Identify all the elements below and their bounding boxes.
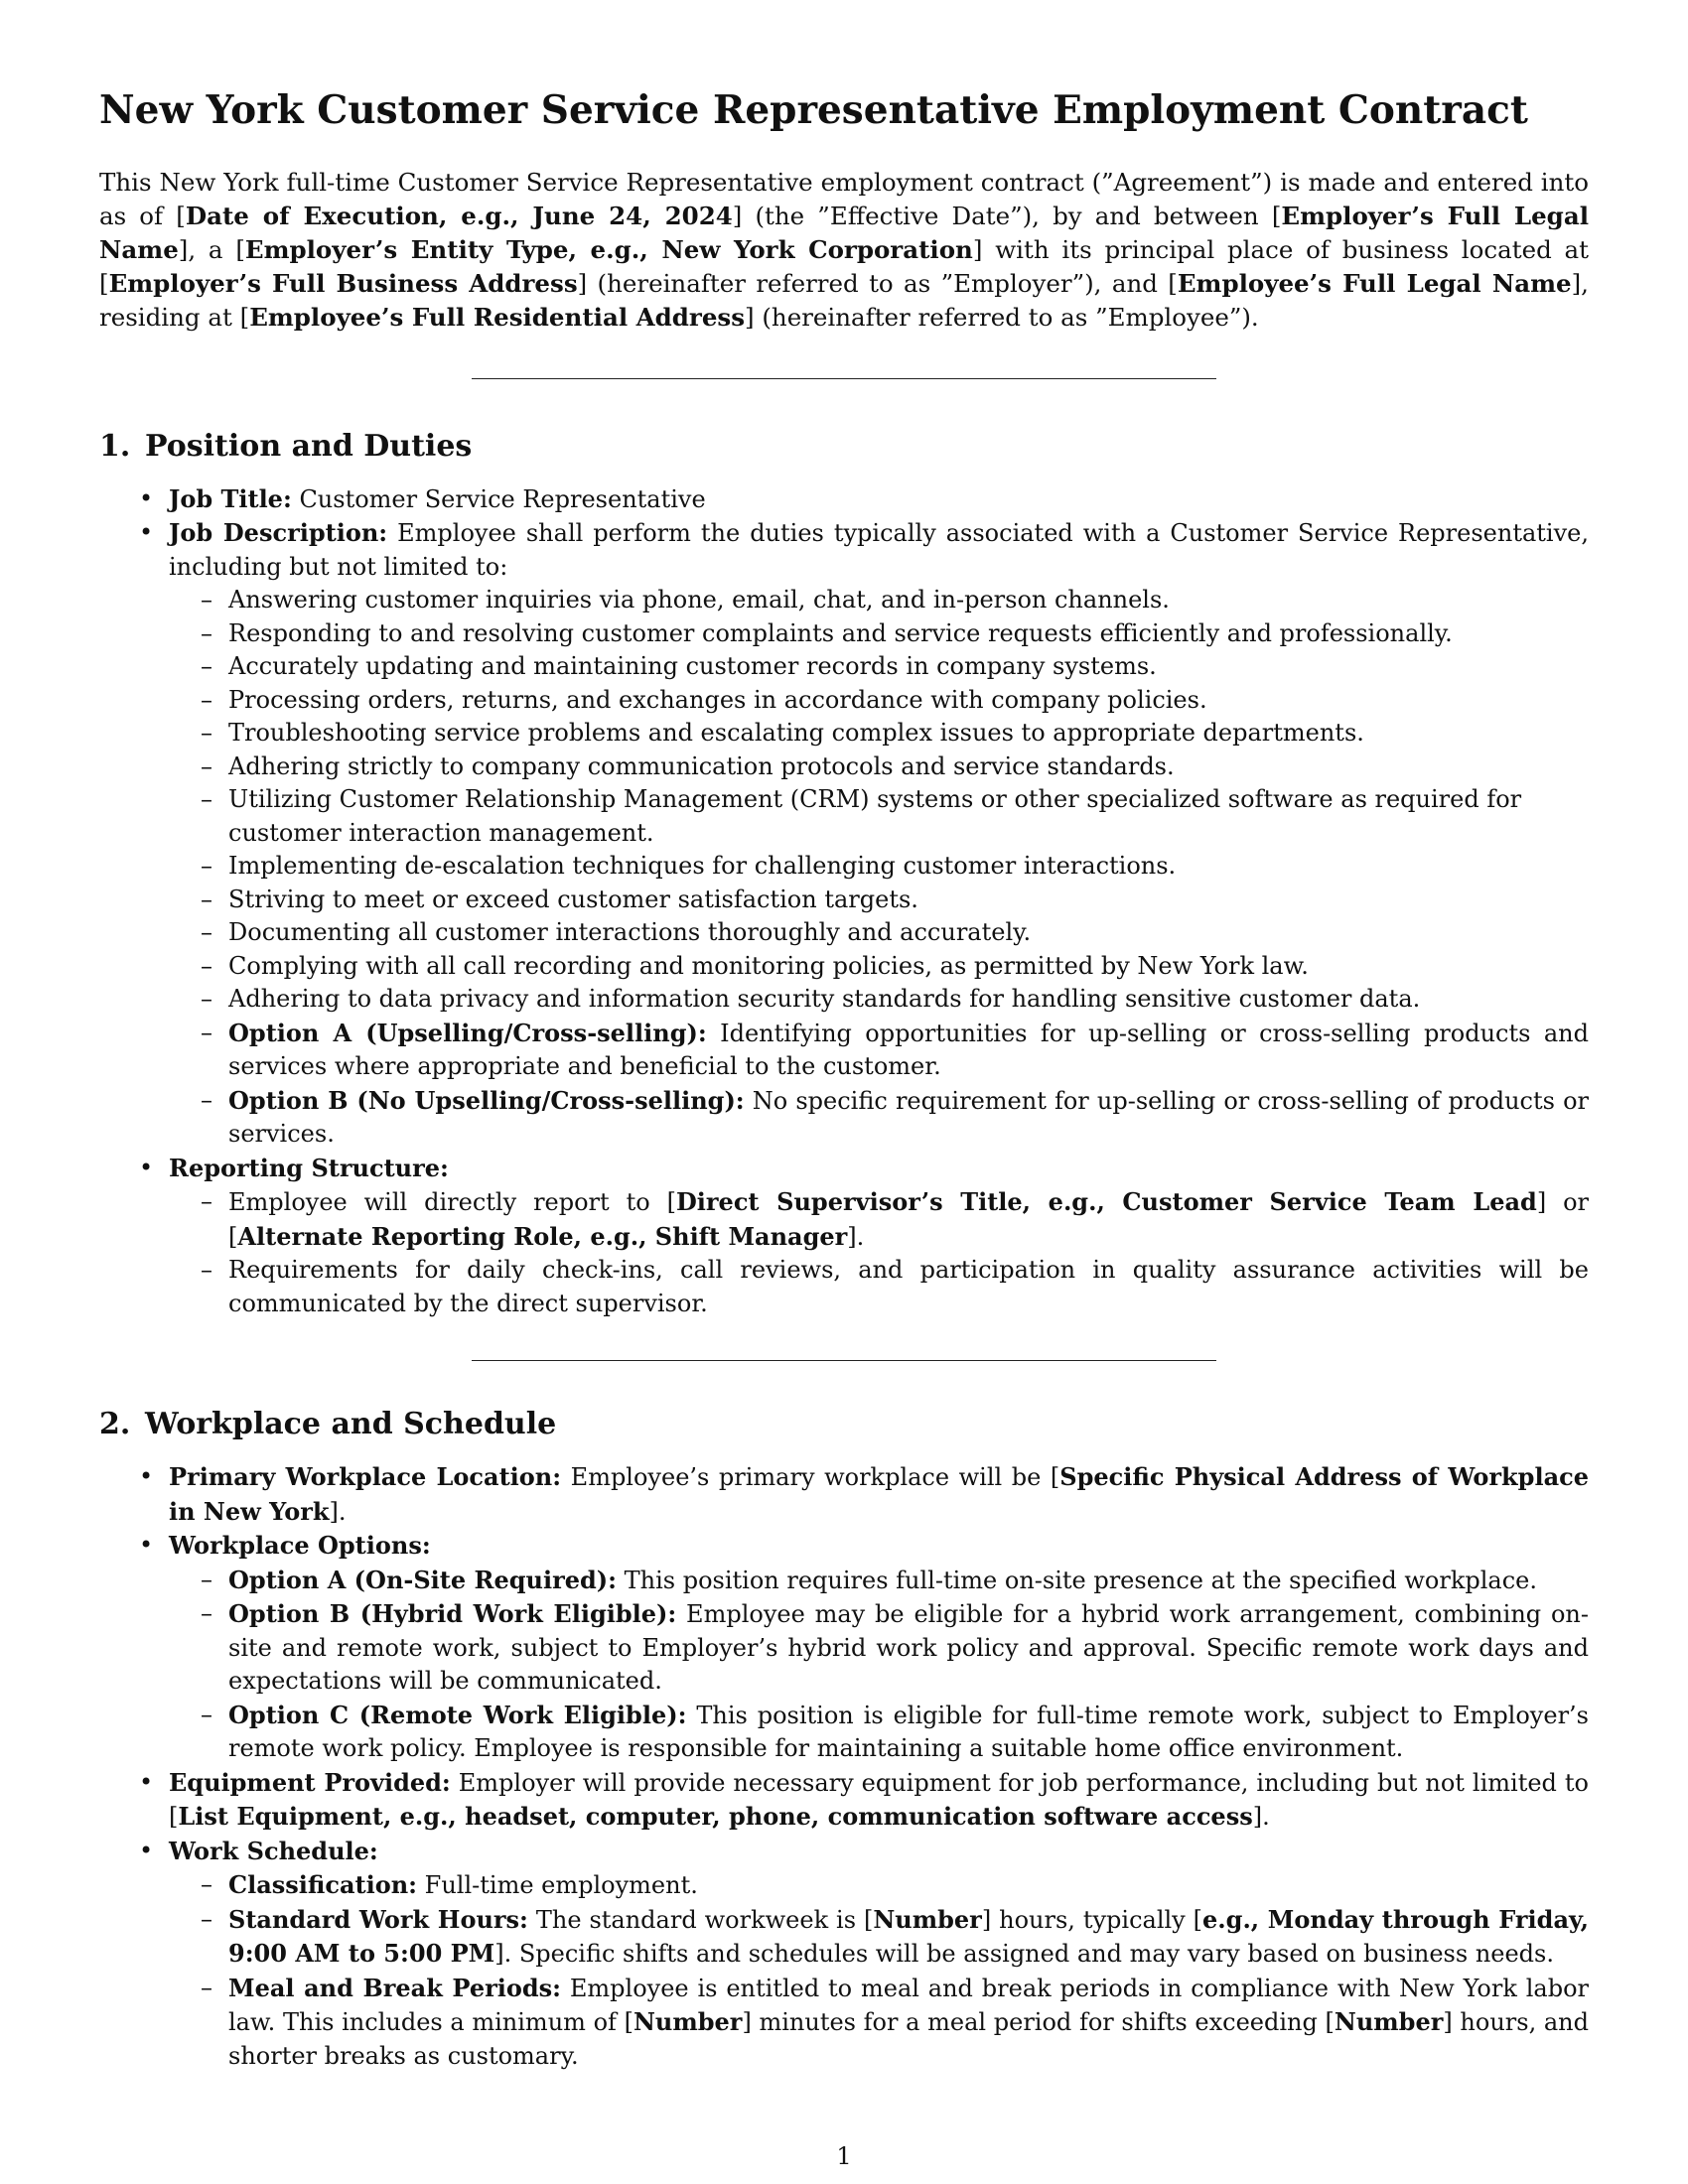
placeholder-number: Number xyxy=(873,1904,982,1934)
duty-item: – Implementing de-escalation techniques for challenging customer interactions. xyxy=(169,850,1589,884)
placeholder-equipment-list: List Equipment, e.g., headset, computer, phone, communication software access xyxy=(178,1802,1253,1832)
option-label: Option C (Remote Work Eligible): xyxy=(228,1700,687,1729)
section-divider xyxy=(472,1360,1216,1361)
intro-text: ] (hereinafter referred to as ”Employer”), and [ xyxy=(577,268,1178,298)
reporting-item xyxy=(169,1185,1589,1254)
item-label: Job Description: xyxy=(169,518,388,548)
item-text: ] or [ xyxy=(228,1188,1590,1251)
schedule-meal-breaks xyxy=(169,1972,1589,2074)
item-label: Equipment Provided: xyxy=(169,1767,451,1797)
section-2-list xyxy=(99,1460,1589,2073)
section-1-list xyxy=(99,482,1589,1321)
placeholder-number: Number xyxy=(1334,2007,1444,2037)
document-page xyxy=(99,87,1589,2073)
item-label: Workplace Options: xyxy=(169,1531,431,1561)
section-number: 1. xyxy=(99,428,131,464)
option-label: Option A (On-Site Required): xyxy=(228,1565,617,1594)
duty-item: – Striving to meet or exceed customer satisfaction targets. xyxy=(169,884,1589,917)
workplace-option-b xyxy=(169,1597,1589,1699)
option-text: Identifying opportunities for up-selling or cross-selling products and services where appropriate and beneficial to the customer. xyxy=(228,1019,1589,1081)
workplace-options-list xyxy=(169,1564,1589,1766)
placeholder-supervisor-title: Direct Supervisor’s Title, e.g., Customer Service Team Lead xyxy=(675,1187,1537,1217)
option-label: Option B (Hybrid Work Eligible): xyxy=(228,1599,677,1629)
document-title: New York Customer Service Representative Employment Contract xyxy=(99,87,1528,133)
placeholder-employee-name: Employee’s Full Legal Name xyxy=(1177,268,1572,298)
duty-item: – Troubleshooting service problems and escalating complex issues to appropriate departments. xyxy=(169,717,1589,751)
item-text: Employee will directly report to [ xyxy=(228,1188,676,1217)
duty-item: – Complying with all call recording and monitoring policies, as permitted by New York law. xyxy=(169,950,1589,984)
schedule-work-hours xyxy=(169,1903,1589,1972)
item-label: Classification: xyxy=(228,1870,418,1900)
list-item-primary-workplace xyxy=(99,1460,1589,1529)
section-title: Position and Duties xyxy=(145,428,473,464)
item-label: Meal and Break Periods: xyxy=(228,1973,562,2002)
workplace-option-c xyxy=(169,1699,1589,1766)
intro-paragraph xyxy=(99,166,1589,335)
duties-list xyxy=(169,584,1589,1152)
placeholder-schedule: e.g., Monday through Friday, 9:00 AM to 5:00 PM xyxy=(228,1904,1590,1969)
placeholder-workplace-address: Specific Physical Address of Workplace in New York xyxy=(169,1462,1590,1526)
section-divider xyxy=(472,378,1216,379)
placeholder-entity-type: Employer’s Entity Type, e.g., New York Corporation xyxy=(244,234,973,264)
item-text: Employee’s primary workplace will be [ xyxy=(561,1463,1060,1492)
reporting-item: – Requirements for daily check-ins, call reviews, and participation in quality assurance activities will be communicated by the direct supervisor. xyxy=(169,1254,1589,1320)
schedule-classification xyxy=(169,1868,1589,1903)
schedule-list xyxy=(169,1868,1589,2073)
item-text: ]. xyxy=(329,1497,347,1526)
option-text: This position requires full-time on-site presence at the specified workplace. xyxy=(616,1566,1537,1594)
item-text: Employee is entitled to meal and break periods in compliance with New York labor law. This includes a minimum of [ xyxy=(228,1974,1589,2037)
item-text: ] hours, typically [ xyxy=(981,1905,1203,1934)
duty-option-a xyxy=(169,1017,1589,1084)
placeholder-residential-address: Employee’s Full Residential Address xyxy=(249,302,746,332)
item-text: Employee shall perform the duties typically associated with a Customer Service Representative, including but not limited to: xyxy=(169,519,1589,581)
workplace-option-a xyxy=(169,1564,1589,1598)
option-text: Employee may be eligible for a hybrid work arrangement, combining on-site and remote work, subject to Employer’s hybrid work policy and approval. Specific remote work days and expectations will be communicated. xyxy=(228,1600,1589,1696)
option-text: This position is eligible for full-time remote work, subject to Employer’s remote work policy. Employee is responsible for maintaining a suitable home office environment. xyxy=(228,1701,1589,1763)
intro-text: ] (the ”Effective Date”), by and between [ xyxy=(732,201,1282,230)
duty-item: – Answering customer inquiries via phone, email, chat, and in-person channels. xyxy=(169,584,1589,617)
item-text: Customer Service Representative xyxy=(291,484,706,513)
option-text: No specific requirement for up-selling or cross-selling of products or services. xyxy=(228,1086,1589,1149)
list-item-job-description xyxy=(99,516,1589,1152)
placeholder-employer-name: Employer’s Full Legal Name xyxy=(99,201,1589,264)
page-number: 1 xyxy=(836,2142,852,2170)
item-label: Standard Work Hours: xyxy=(228,1904,528,1934)
list-item-reporting-structure xyxy=(99,1152,1589,1321)
intro-text: ], residing at [ xyxy=(99,268,1589,332)
item-label: Work Schedule: xyxy=(169,1836,378,1865)
placeholder-business-address: Employer’s Full Business Address xyxy=(108,268,578,298)
item-label: Primary Workplace Location: xyxy=(169,1462,562,1492)
intro-text: This New York full-time Customer Service Representative employment contract (”Agreement”) is made and entered into as of [ xyxy=(99,167,1589,230)
section-heading-2 xyxy=(99,1407,1589,1442)
option-label: Option A (Upselling/Cross-selling): xyxy=(228,1018,707,1047)
reporting-list xyxy=(169,1185,1589,1320)
item-text: ]. xyxy=(847,1222,865,1251)
item-text: Full-time employment. xyxy=(417,1871,698,1900)
intro-text: ] (hereinafter referred to as ”Employee”). xyxy=(745,302,1259,332)
duty-item: – Responding to and resolving customer complaints and service requests efficiently and professionally. xyxy=(169,617,1589,651)
list-item-work-schedule xyxy=(99,1835,1589,2074)
duty-item: – Accurately updating and maintaining customer records in company systems. xyxy=(169,650,1589,684)
placeholder-alternate-role: Alternate Reporting Role, e.g., Shift Manager xyxy=(237,1221,848,1251)
option-label: Option B (No Upselling/Cross-selling): xyxy=(228,1085,745,1115)
section-heading-1 xyxy=(99,429,1589,465)
item-text: The standard workweek is [ xyxy=(527,1905,874,1934)
duty-item: – Processing orders, returns, and exchanges in accordance with company policies. xyxy=(169,684,1589,718)
duty-item: – Utilizing Customer Relationship Management (CRM) systems or other specialized software as required for customer interaction management. xyxy=(169,783,1589,850)
intro-text: ], a [ xyxy=(178,234,245,264)
item-label: Reporting Structure: xyxy=(169,1153,449,1182)
duty-item: – Documenting all customer interactions thoroughly and accurately. xyxy=(169,916,1589,950)
item-text: ]. xyxy=(1252,1803,1270,1832)
intro-text: ] with its principal place of business located at [ xyxy=(99,234,1589,298)
item-label: Job Title: xyxy=(169,483,292,513)
duty-item: – Adhering to data privacy and information security standards for handling sensitive customer data. xyxy=(169,983,1589,1017)
item-text: ] hours, and shorter breaks as customary. xyxy=(228,2008,1589,2070)
placeholder-number: Number xyxy=(633,2007,743,2037)
item-text: Employer will provide necessary equipment for job performance, including but not limited to [ xyxy=(169,1768,1590,1832)
list-item-job-title xyxy=(99,482,1589,517)
item-text: ] minutes for a meal period for shifts exceeding [ xyxy=(742,2008,1335,2037)
section-title: Workplace and Schedule xyxy=(145,1407,557,1442)
duty-option-b xyxy=(169,1084,1589,1152)
list-item-equipment xyxy=(99,1766,1589,1835)
placeholder-date: Date of Execution, e.g., June 24, 2024 xyxy=(185,201,733,230)
item-text: ]. Specific shifts and schedules will be assigned and may vary based on business needs. xyxy=(494,1940,1554,1969)
duty-item: – Adhering strictly to company communication protocols and service standards. xyxy=(169,751,1589,784)
list-item-workplace-options xyxy=(99,1529,1589,1766)
section-number: 2. xyxy=(99,1407,131,1442)
